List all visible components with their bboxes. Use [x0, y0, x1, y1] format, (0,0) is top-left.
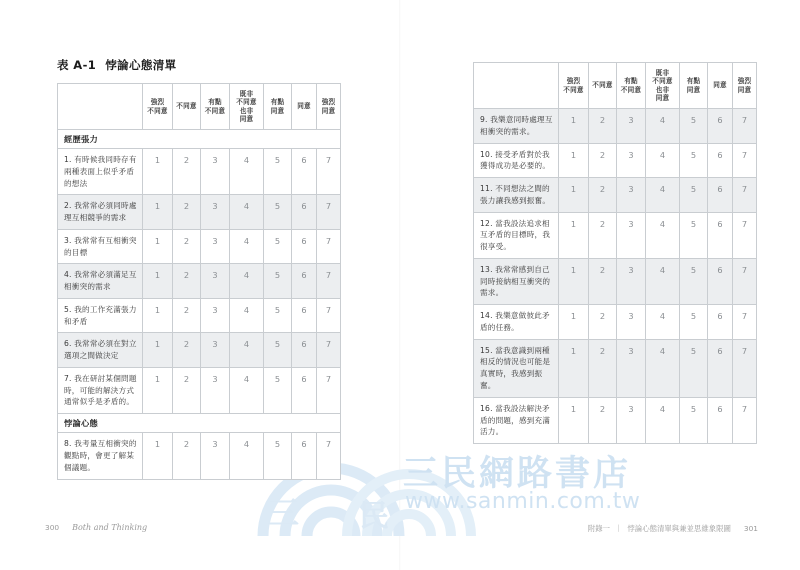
scale-option-1[interactable]: 1	[559, 339, 589, 397]
scale-option-2[interactable]: 2	[589, 212, 617, 258]
scale-option-5[interactable]: 5	[680, 258, 708, 304]
question-text-cell: 3. 我常常有互相衝突的目標	[58, 229, 143, 264]
scale-option-3[interactable]: 3	[617, 212, 646, 258]
scale-header-2: 不同意	[589, 63, 617, 109]
scale-option-7[interactable]: 7	[733, 305, 757, 340]
question-text-cell: 10. 接受矛盾對於我獲得成功是必要的。	[474, 143, 559, 178]
scale-option-3[interactable]: 3	[201, 264, 230, 299]
scale-header-4: 既非 不同意 也非 同意	[230, 84, 264, 130]
scale-option-2[interactable]: 2	[173, 264, 201, 299]
table-row	[474, 397, 757, 443]
scale-option-5[interactable]: 5	[680, 178, 708, 213]
svg-text:三: 三	[267, 494, 300, 532]
scale-option-2[interactable]: 2	[173, 298, 201, 333]
table-row	[58, 229, 341, 264]
question-text-cell: 13. 我常常感到自己同時接納相互衝突的需求。	[474, 258, 559, 304]
scale-option-2[interactable]: 2	[589, 143, 617, 178]
scale-option-3[interactable]: 3	[617, 109, 646, 144]
scale-option-7[interactable]: 7	[317, 264, 341, 299]
header-row	[58, 84, 341, 130]
scale-option-4[interactable]: 4	[230, 433, 264, 479]
table-row	[474, 178, 757, 213]
scale-option-7[interactable]: 7	[317, 367, 341, 413]
question-text-cell: 9. 我樂意同時處理互相衝突的需求。	[474, 109, 559, 144]
scale-header-2: 不同意	[173, 84, 201, 130]
table-header-left	[58, 84, 341, 130]
table-row	[474, 339, 757, 397]
scale-option-1[interactable]: 1	[559, 143, 589, 178]
scale-option-5[interactable]: 5	[680, 143, 708, 178]
question-text-cell: 5. 我的工作充滿張力和矛盾	[58, 298, 143, 333]
scale-option-7[interactable]: 7	[733, 109, 757, 144]
scale-option-1[interactable]: 1	[559, 258, 589, 304]
footer-right	[588, 523, 758, 534]
scale-option-3[interactable]: 3	[617, 143, 646, 178]
scale-option-2[interactable]: 2	[589, 339, 617, 397]
table-row	[58, 264, 341, 299]
scale-option-6[interactable]: 6	[708, 143, 733, 178]
scale-option-7[interactable]: 7	[733, 212, 757, 258]
scale-option-6[interactable]: 6	[708, 178, 733, 213]
question-text-cell: 2. 我常常必須同時處理互相競爭的需求	[58, 195, 143, 230]
scale-option-7[interactable]: 7	[733, 397, 757, 443]
footer-right-title: 悖論心態清單與兼並思維象限圖	[627, 524, 731, 533]
footer-left-book-title: Both and Thinking	[72, 523, 148, 532]
scale-option-4[interactable]: 4	[646, 397, 680, 443]
scale-option-3[interactable]: 3	[201, 229, 230, 264]
scale-header-3: 有點 不同意	[617, 63, 646, 109]
scale-option-6[interactable]: 6	[292, 298, 317, 333]
scale-header-1: 強烈 不同意	[143, 84, 173, 130]
scale-option-4[interactable]: 4	[230, 298, 264, 333]
scale-option-6[interactable]: 6	[292, 264, 317, 299]
scale-option-4[interactable]: 4	[230, 149, 264, 195]
scale-option-6[interactable]: 6	[292, 195, 317, 230]
scale-option-3[interactable]: 3	[201, 333, 230, 368]
question-text-cell: 8. 我考量互相衝突的觀點時，會更了解某個議題。	[58, 433, 143, 479]
scale-option-2[interactable]: 2	[173, 149, 201, 195]
table-body-right	[474, 109, 757, 444]
table-row	[58, 333, 341, 368]
scale-option-1[interactable]: 1	[143, 367, 173, 413]
scale-option-1[interactable]: 1	[559, 178, 589, 213]
table-row	[474, 258, 757, 304]
scale-option-4[interactable]: 4	[230, 367, 264, 413]
scale-option-3[interactable]: 3	[617, 397, 646, 443]
scale-option-4[interactable]: 4	[646, 178, 680, 213]
scale-option-2[interactable]: 2	[173, 333, 201, 368]
scale-option-6[interactable]: 6	[708, 339, 733, 397]
scale-option-1[interactable]: 1	[143, 433, 173, 479]
footer-left-page-number: 300	[45, 523, 60, 532]
scale-header-6: 同意	[292, 84, 317, 130]
scale-option-1[interactable]: 1	[143, 298, 173, 333]
scale-option-5[interactable]: 5	[264, 367, 292, 413]
section-label: 經歷張力	[58, 130, 341, 149]
scale-option-5[interactable]: 5	[680, 212, 708, 258]
scale-option-4[interactable]: 4	[646, 109, 680, 144]
table-row	[58, 367, 341, 413]
scale-option-4[interactable]: 4	[646, 258, 680, 304]
question-text-cell: 12. 當我設法追求相互矛盾的目標時，我很享受。	[474, 212, 559, 258]
scale-option-6[interactable]: 6	[708, 258, 733, 304]
scale-header-7: 強烈 同意	[733, 63, 757, 109]
table-row	[474, 212, 757, 258]
scale-option-5[interactable]: 5	[680, 339, 708, 397]
table-title-text: 悖論心態清單	[105, 58, 177, 72]
scale-option-7[interactable]: 7	[317, 333, 341, 368]
scale-option-7[interactable]: 7	[317, 195, 341, 230]
question-text-cell: 15. 當我意識到兩種相反的情況也可能是真實時，我感到振奮。	[474, 339, 559, 397]
scale-option-7[interactable]: 7	[317, 298, 341, 333]
question-text-cell: 14. 我樂意做彼此矛盾的任務。	[474, 305, 559, 340]
table-row	[58, 298, 341, 333]
scale-option-1[interactable]: 1	[559, 305, 589, 340]
scale-option-2[interactable]: 2	[589, 305, 617, 340]
scale-option-4[interactable]: 4	[646, 305, 680, 340]
table-row	[474, 109, 757, 144]
table-header-right	[474, 63, 757, 109]
scale-option-5[interactable]: 5	[264, 433, 292, 479]
footer-right-page-number: 301	[743, 524, 758, 533]
table-row	[58, 195, 341, 230]
scale-option-4[interactable]: 4	[230, 333, 264, 368]
scale-option-5[interactable]: 5	[264, 333, 292, 368]
question-text-cell: 1. 有時候我同時存有兩種表面上似乎矛盾的想法	[58, 149, 143, 195]
scale-option-1[interactable]: 1	[143, 229, 173, 264]
question-text-cell: 11. 不同想法之間的張力讓我感到振奮。	[474, 178, 559, 213]
scale-option-6[interactable]: 6	[292, 333, 317, 368]
scale-option-3[interactable]: 3	[617, 339, 646, 397]
scale-option-2[interactable]: 2	[173, 195, 201, 230]
scale-option-6[interactable]: 6	[708, 397, 733, 443]
scale-option-7[interactable]: 7	[733, 178, 757, 213]
scale-option-7[interactable]: 7	[733, 258, 757, 304]
scale-option-5[interactable]: 5	[264, 195, 292, 230]
table-row	[474, 143, 757, 178]
scale-header-5: 有點 同意	[680, 63, 708, 109]
scale-option-1[interactable]: 1	[559, 212, 589, 258]
scale-option-4[interactable]: 4	[646, 143, 680, 178]
paradox-mindset-inventory-table-left	[57, 83, 341, 480]
scale-option-5[interactable]: 5	[680, 109, 708, 144]
scale-option-6[interactable]: 6	[708, 109, 733, 144]
scale-option-6[interactable]: 6	[292, 367, 317, 413]
scale-option-2[interactable]: 2	[589, 397, 617, 443]
question-text-cell: 4. 我常常必須滿足互相衝突的需求	[58, 264, 143, 299]
watermark-store-name: 三民網路書店	[403, 454, 632, 494]
table-row	[58, 433, 341, 479]
scale-option-1[interactable]: 1	[143, 333, 173, 368]
scale-option-3[interactable]: 3	[201, 149, 230, 195]
footer-right-separator: ｜	[615, 524, 623, 533]
paradox-mindset-inventory-table-right	[473, 62, 757, 444]
scale-header-6: 同意	[708, 63, 733, 109]
footer-right-section: 附錄一	[587, 524, 610, 533]
watermark-url: www.sanmin.com.tw	[405, 489, 641, 514]
scale-option-1[interactable]: 1	[143, 149, 173, 195]
scale-option-6[interactable]: 6	[708, 212, 733, 258]
scale-header-1: 強烈 不同意	[559, 63, 589, 109]
scale-option-1[interactable]: 1	[559, 397, 589, 443]
scale-option-2[interactable]: 2	[589, 109, 617, 144]
scale-option-3[interactable]: 3	[617, 305, 646, 340]
scale-option-5[interactable]: 5	[264, 298, 292, 333]
header-corner-cell	[474, 63, 559, 109]
scale-option-3[interactable]: 3	[201, 298, 230, 333]
scale-option-4[interactable]: 4	[230, 229, 264, 264]
scale-option-5[interactable]: 5	[264, 229, 292, 264]
svg-text:民: 民	[359, 499, 389, 534]
footer-left	[45, 523, 147, 532]
scale-option-2[interactable]: 2	[173, 433, 201, 479]
section-header-row	[58, 414, 341, 433]
scale-option-1[interactable]: 1	[143, 264, 173, 299]
table-body-left	[58, 130, 341, 480]
scale-option-5[interactable]: 5	[264, 264, 292, 299]
scale-header-4: 既非 不同意 也非 同意	[646, 63, 680, 109]
scale-header-3: 有點 不同意	[201, 84, 230, 130]
header-corner-cell	[58, 84, 143, 130]
scale-option-3[interactable]: 3	[201, 195, 230, 230]
scale-option-5[interactable]: 5	[264, 149, 292, 195]
scale-option-3[interactable]: 3	[201, 367, 230, 413]
scale-option-4[interactable]: 4	[646, 212, 680, 258]
scale-option-2[interactable]: 2	[173, 229, 201, 264]
question-text-cell: 16. 當我設法解決矛盾的問題，感到充滿活力。	[474, 397, 559, 443]
scale-option-5[interactable]: 5	[680, 305, 708, 340]
scale-option-7[interactable]: 7	[317, 433, 341, 479]
section-label: 悖論心態	[58, 414, 341, 433]
question-text-cell: 7. 我在研討某個問題時，可能的解決方式通常似乎是矛盾的。	[58, 367, 143, 413]
scale-header-5: 有點 同意	[264, 84, 292, 130]
question-text-cell: 6. 我常常必須在對立選項之間做決定	[58, 333, 143, 368]
scale-option-7[interactable]: 7	[317, 229, 341, 264]
scale-option-3[interactable]: 3	[617, 258, 646, 304]
scale-option-6[interactable]: 6	[708, 305, 733, 340]
scale-option-3[interactable]: 3	[201, 433, 230, 479]
scale-option-1[interactable]: 1	[559, 109, 589, 144]
scale-option-7[interactable]: 7	[733, 143, 757, 178]
table-title-number: 表 A-1	[57, 58, 97, 72]
scale-option-4[interactable]: 4	[230, 195, 264, 230]
table-title	[57, 57, 177, 73]
scale-option-7[interactable]: 7	[733, 339, 757, 397]
scale-option-6[interactable]: 6	[292, 229, 317, 264]
scale-option-2[interactable]: 2	[589, 178, 617, 213]
page-gutter-shadow	[399, 0, 401, 570]
section-header-row	[58, 130, 341, 149]
scale-option-5[interactable]: 5	[680, 397, 708, 443]
table-row	[474, 305, 757, 340]
scale-option-1[interactable]: 1	[143, 195, 173, 230]
table-row	[58, 149, 341, 195]
header-row	[474, 63, 757, 109]
scale-option-4[interactable]: 4	[646, 339, 680, 397]
scale-option-6[interactable]: 6	[292, 149, 317, 195]
scale-option-6[interactable]: 6	[292, 433, 317, 479]
scale-option-4[interactable]: 4	[230, 264, 264, 299]
scale-option-2[interactable]: 2	[589, 258, 617, 304]
scale-option-7[interactable]: 7	[317, 149, 341, 195]
scale-option-3[interactable]: 3	[617, 178, 646, 213]
scale-option-2[interactable]: 2	[173, 367, 201, 413]
scale-header-7: 強烈 同意	[317, 84, 341, 130]
